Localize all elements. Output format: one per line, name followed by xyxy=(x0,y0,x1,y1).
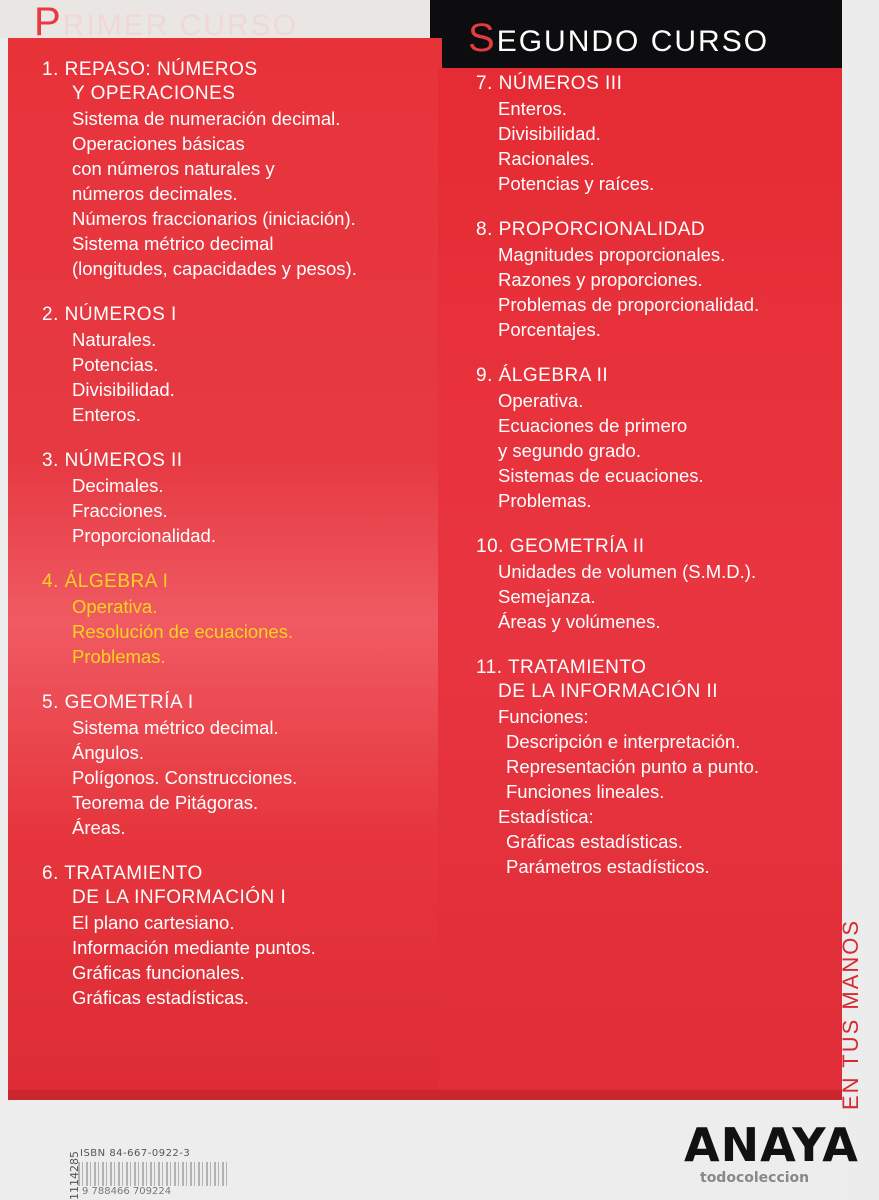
unit-title-line2: Y OPERACIONES xyxy=(72,83,236,104)
unit xyxy=(42,449,437,548)
barcode-digits: 9 788466 709224 xyxy=(82,1186,172,1197)
unit-title-line2: DE LA INFORMACIÓN II xyxy=(498,681,719,702)
topic-item: Proporcionalidad. xyxy=(72,525,216,546)
topic-item: Funciones lineales. xyxy=(506,781,665,802)
unit xyxy=(42,570,437,669)
topic-item: Parámetros estadísticos. xyxy=(506,856,710,877)
topic-item: Razones y proporciones. xyxy=(498,269,703,290)
topic-item: Problemas de proporcionalidad. xyxy=(498,294,760,315)
second-course-title: EGUNDO CURSO xyxy=(496,25,770,58)
second-course-initial: S xyxy=(468,16,497,60)
topic-item: Información mediante puntos. xyxy=(72,937,316,958)
unit xyxy=(470,72,840,196)
sidebar-slogan: EN TUS MANOS xyxy=(838,918,863,1110)
unit-title: 11. TRATAMIENTO xyxy=(476,657,647,678)
product-code: 1114285 xyxy=(68,1151,81,1200)
unit-title-line2: DE LA INFORMACIÓN I xyxy=(72,887,287,908)
topic-item: Áreas y volúmenes. xyxy=(498,611,661,632)
unit xyxy=(470,656,840,879)
topic-item: Representación punto a punto. xyxy=(506,756,760,777)
topic-item: Porcentajes. xyxy=(498,319,601,340)
topic-item: Fracciones. xyxy=(72,500,168,521)
unit-title: 10. GEOMETRÍA II xyxy=(476,536,645,557)
unit-title: 2. NÚMEROS I xyxy=(42,304,177,325)
topic-item: Gráficas funcionales. xyxy=(72,962,245,983)
first-course-heading xyxy=(34,0,298,45)
topic-item: Gráficas estadísticas. xyxy=(506,831,683,852)
second-course-heading xyxy=(468,16,769,61)
topic-item: Sistema métrico decimal. xyxy=(72,717,279,738)
topic-item: y segundo grado. xyxy=(498,440,641,461)
topic-item: Teorema de Pitágoras. xyxy=(72,792,259,813)
topic-item: Potencias y raíces. xyxy=(498,173,655,194)
unit-title: 6. TRATAMIENTO xyxy=(42,863,203,884)
topic-item: Magnitudes proporcionales. xyxy=(498,244,726,265)
topic-item: Números fraccionarios (iniciación). xyxy=(72,208,356,229)
topic-item: Operaciones básicas xyxy=(72,133,245,154)
topic-item: Estadística: xyxy=(498,806,594,827)
publisher-logo: ANAYA xyxy=(684,1118,859,1172)
topic-item: El plano cartesiano. xyxy=(72,912,235,933)
unit xyxy=(470,364,840,513)
first-course-initial: P xyxy=(34,0,63,44)
unit-title: 8. PROPORCIONALIDAD xyxy=(476,219,706,240)
topic-item: Ángulos. xyxy=(72,742,144,763)
topic-item: (longitudes, capacidades y pesos). xyxy=(72,258,357,279)
isbn: ISBN 84-667-0922-3 xyxy=(80,1148,191,1159)
topic-item: Polígonos. Construcciones. xyxy=(72,767,298,788)
topic-item: Sistema de numeración decimal. xyxy=(72,108,341,129)
topic-item: Gráficas estadísticas. xyxy=(72,987,249,1008)
unit-title: 5. GEOMETRÍA I xyxy=(42,692,194,713)
unit xyxy=(470,218,840,342)
unit xyxy=(42,691,437,840)
topic-item: Problemas. xyxy=(498,490,592,511)
topic-item: Divisibilidad. xyxy=(498,123,601,144)
topic-item: Problemas. xyxy=(72,646,166,667)
topic-item: Enteros. xyxy=(72,404,141,425)
barcode xyxy=(78,1162,228,1186)
topic-item: Operativa. xyxy=(498,390,584,411)
topic-item: Operativa. xyxy=(72,596,158,617)
topic-item: Sistemas de ecuaciones. xyxy=(498,465,704,486)
unit xyxy=(42,862,437,1010)
second-course-contents xyxy=(470,72,840,901)
topic-item: Áreas. xyxy=(72,817,126,838)
topic-item: Semejanza. xyxy=(498,586,596,607)
topic-item: Descripción e interpretación. xyxy=(506,731,741,752)
topic-item: números decimales. xyxy=(72,183,238,204)
topic-item: Enteros. xyxy=(498,98,567,119)
first-course-title: RIMER CURSO xyxy=(62,9,299,42)
unit-title: 9. ÁLGEBRA II xyxy=(476,365,609,386)
first-course-contents xyxy=(42,58,437,1032)
topic-item: Naturales. xyxy=(72,329,157,350)
red-panel-bottom-edge xyxy=(8,1090,842,1100)
unit-title: 4. ÁLGEBRA I xyxy=(42,571,169,592)
topic-item: Decimales. xyxy=(72,475,164,496)
topic-item: Ecuaciones de primero xyxy=(498,415,688,436)
unit-title: 1. REPASO: NÚMEROS xyxy=(42,59,258,80)
topic-item: con números naturales y xyxy=(72,158,275,179)
unit xyxy=(42,303,437,427)
topic-item: Unidades de volumen (S.M.D.). xyxy=(498,561,757,582)
unit xyxy=(42,58,437,281)
topic-item: Funciones: xyxy=(498,706,589,727)
topic-item: Racionales. xyxy=(498,148,595,169)
unit xyxy=(470,535,840,634)
unit-title: 3. NÚMEROS II xyxy=(42,450,183,471)
topic-item: Divisibilidad. xyxy=(72,379,175,400)
topic-item: Potencias. xyxy=(72,354,159,375)
watermark: todocoleccion xyxy=(700,1170,810,1186)
topic-item: Resolución de ecuaciones. xyxy=(72,621,294,642)
unit-title: 7. NÚMEROS III xyxy=(476,73,623,94)
topic-item: Sistema métrico decimal xyxy=(72,233,274,254)
